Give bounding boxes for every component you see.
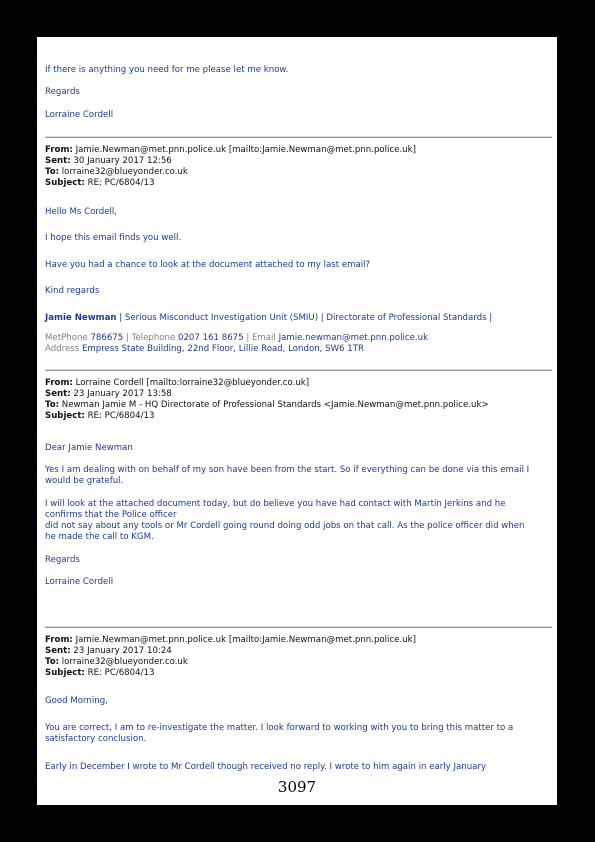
sign-off: Kind regards — [45, 286, 100, 296]
header-subject: Subject: RE: PC/6804/13 — [45, 411, 155, 421]
separator-rule — [45, 626, 552, 628]
officer-signature: Jamie Newman | Serious Misconduct Investigation Unit (SMIU) | Directorate of Professional Standards | — [45, 313, 493, 323]
header-from: From: Jamie.Newman@met.pnn.police.uk [mailto:Jamie.Newman@met.pnn.police.uk] — [45, 635, 416, 645]
body-line: he made the call to KGM. — [45, 532, 154, 542]
signature-name: Lorraine Cordell — [45, 110, 114, 120]
header-to: To: lorraine32@blueyonder.co.uk — [45, 167, 188, 177]
body-line: did not say about any tools or Mr Cordell going round doing odd jobs on that call. As the police officer did when — [45, 521, 525, 531]
header-subject: Subject: RE: PC/6804/13 — [45, 178, 155, 188]
address-line: Address Empress State Building, 22nd Floor, Lillie Road, London, SW6 1TR — [45, 344, 364, 354]
header-subject: Subject: RE: PC/6804/13 — [45, 668, 155, 678]
body-line: You are correct, I am to re-investigate the matter. I look forward to working with you to bring this matter to a — [45, 723, 514, 733]
body-line: would be grateful. — [45, 476, 124, 486]
header-from: From: Jamie.Newman@met.pnn.police.uk [mailto:Jamie.Newman@met.pnn.police.uk] — [45, 145, 416, 155]
regards-text: Regards — [45, 87, 80, 97]
body-line: satisfactory conclusion. — [45, 734, 147, 744]
body-line: I hope this email finds you well. — [45, 233, 182, 243]
contact-line: MetPhone 786675 | Telephone 0207 161 8675 | Email Jamie.newman@met.pnn.police.uk — [45, 333, 429, 343]
closing-line: If there is anything you need for me please let me know. — [45, 65, 289, 75]
header-to: To: lorraine32@blueyonder.co.uk — [45, 657, 188, 667]
greeting: Dear Jamie Newman — [45, 443, 133, 453]
body-line: Have you had a chance to look at the document attached to my last email? — [45, 260, 371, 270]
greeting: Good Morning, — [45, 696, 108, 706]
body-line: Early in December I wrote to Mr Cordell though received no reply. I wrote to him again in early January — [45, 762, 487, 772]
body-line: I will look at the attached document today, but do believe you have had contact with Martin Jerkins and he — [45, 499, 506, 509]
header-sent: Sent: 23 January 2017 10:24 — [45, 646, 172, 656]
header-sent: Sent: 30 January 2017 12:56 — [45, 156, 172, 166]
page-number: 3097 — [277, 778, 317, 796]
email-document-page — [37, 37, 557, 805]
header-to: To: Newman Jamie M - HQ Directorate of Professional Standards <Jamie.Newman@met.pnn.police.uk> — [45, 400, 489, 410]
signature-name: Lorraine Cordell — [45, 577, 114, 587]
header-from: From: Lorraine Cordell [mailto:lorraine32@blueyonder.co.uk] — [45, 378, 310, 388]
header-sent: Sent: 23 January 2017 13:58 — [45, 389, 172, 399]
body-line: Yes I am dealing with on behalf of my son have been from the start. So if everything can be done via this email I — [45, 465, 530, 475]
separator-rule — [45, 369, 552, 371]
greeting: Hello Ms Cordell, — [45, 207, 118, 217]
body-line: confirms that the Police officer — [45, 510, 177, 520]
separator-rule — [45, 136, 552, 138]
regards-text: Regards — [45, 555, 80, 565]
